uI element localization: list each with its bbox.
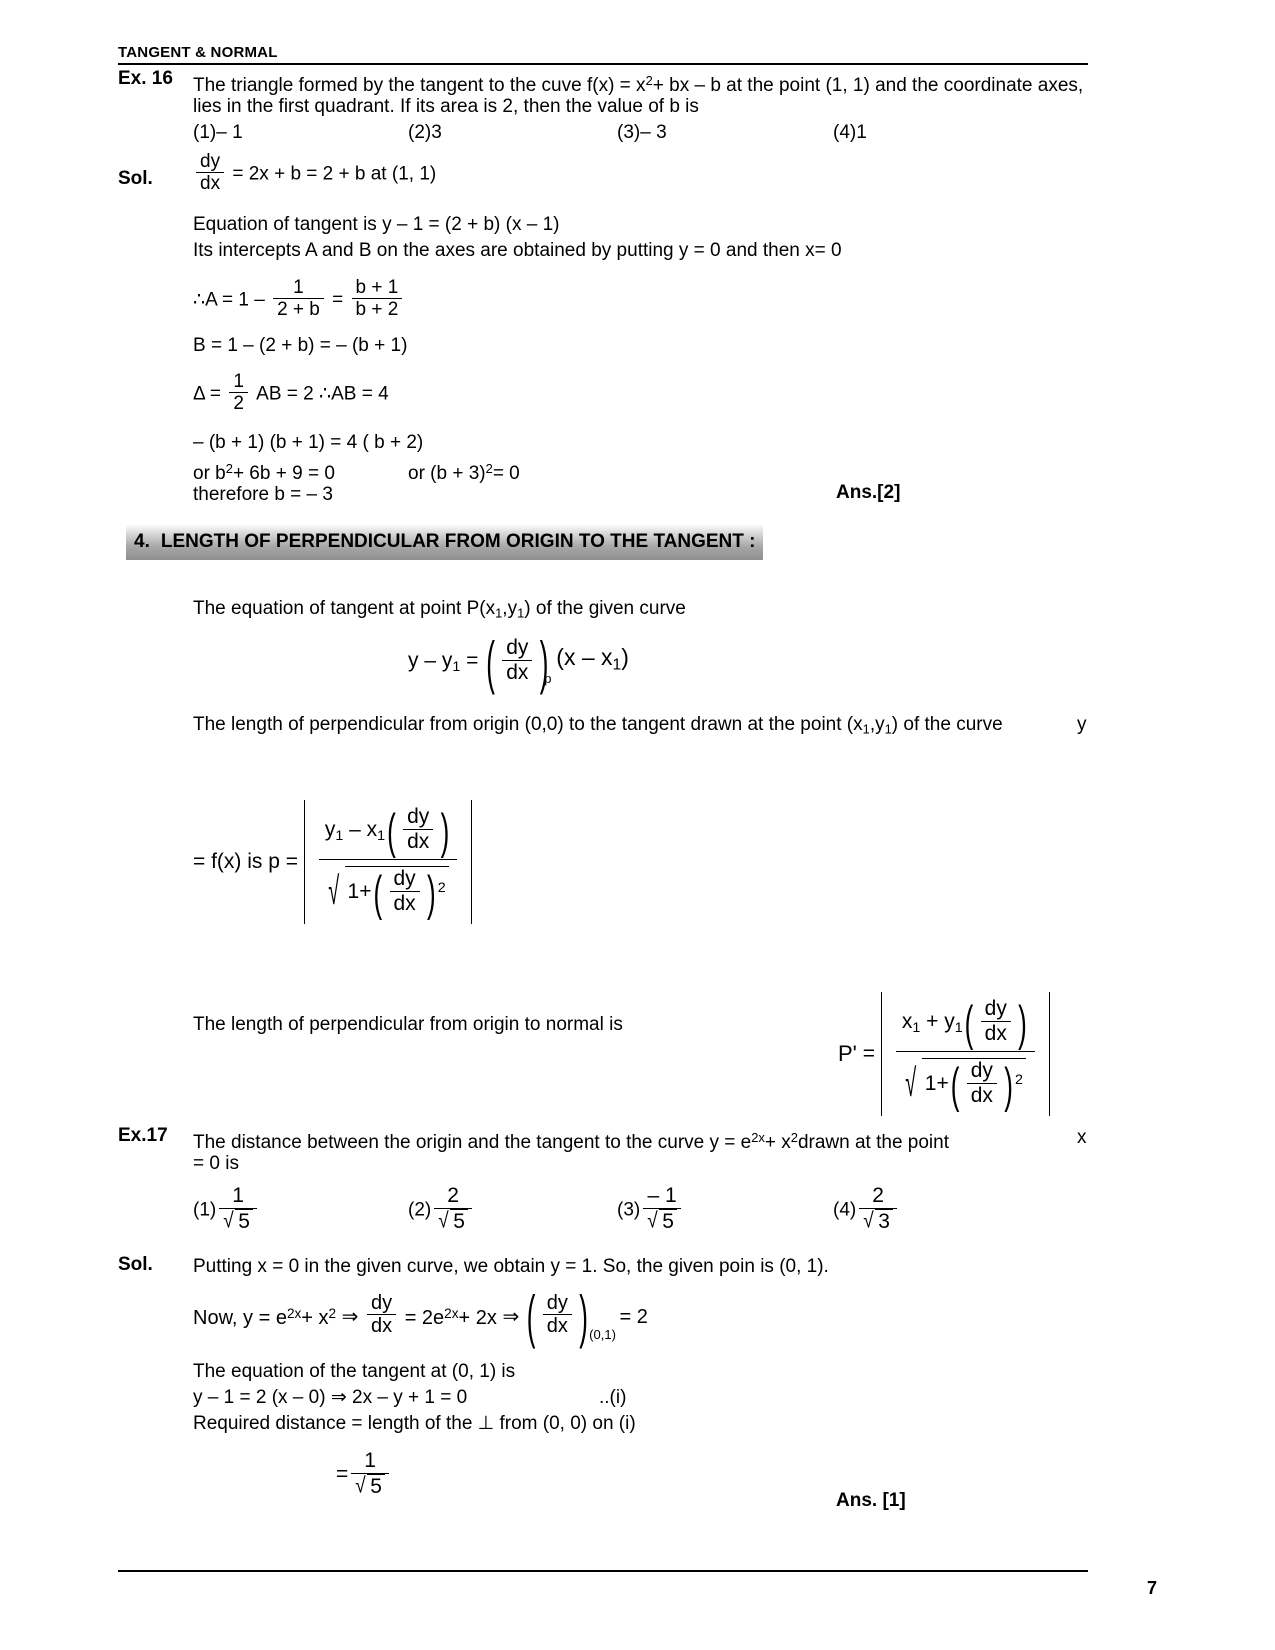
ex16-option-4-value: 1 bbox=[856, 122, 867, 143]
ex16-derivative-equation bbox=[193, 152, 436, 197]
radicand bbox=[922, 1058, 1026, 1109]
p-denominator bbox=[319, 859, 457, 917]
intro-end: ) of the given curve bbox=[524, 598, 686, 619]
p-num-minus-x1: – x bbox=[349, 818, 378, 842]
A-fraction-2 bbox=[352, 277, 403, 322]
absolute-value-bars bbox=[304, 800, 472, 924]
ex16-option-2[interactable] bbox=[408, 120, 442, 146]
ex17-line1-x: x bbox=[1077, 1127, 1087, 1148]
square-root bbox=[328, 866, 449, 917]
fraction-denominator: dx bbox=[403, 829, 433, 855]
p-num-y1-sub: 1 bbox=[335, 828, 344, 845]
ex17-now-sup2: 2 bbox=[328, 1306, 337, 1322]
ex17-now-c: = 2e bbox=[404, 1307, 445, 1330]
radicand bbox=[345, 866, 449, 917]
pn-num-derivative-parenthesis bbox=[963, 998, 1029, 1047]
radicand: 5 bbox=[659, 1209, 677, 1235]
page-number: 7 bbox=[1146, 1578, 1157, 1598]
ex17-line1-c: drawn at the point bbox=[797, 1131, 949, 1153]
p-num-derivative-parenthesis bbox=[385, 806, 451, 855]
fraction-numerator: ( dy bbox=[407, 805, 430, 828]
ex16-line1-sup: 2 bbox=[645, 73, 653, 88]
ex16-option-2-num: (2) bbox=[408, 122, 432, 143]
square-root bbox=[438, 1209, 468, 1235]
fraction-numerator: 1 bbox=[232, 1184, 244, 1207]
ex16-intercepts-text: Its intercepts A and B on the axes are obtained by putting y = 0 and then x= 0 bbox=[193, 240, 842, 261]
p-text-c: ) of the curve bbox=[891, 714, 1003, 735]
ex16-intercept-B-equation: B = 1 – (2 + b) = – (b + 1) bbox=[193, 335, 408, 356]
fraction-denominator bbox=[219, 1208, 257, 1235]
equals-sign: = bbox=[332, 289, 344, 311]
fraction-numerator: ( dy bbox=[393, 867, 416, 891]
ex17-option-2-num: (2) bbox=[408, 1199, 432, 1221]
pn-formula bbox=[838, 992, 1050, 1116]
radicand: 5 bbox=[235, 1209, 253, 1235]
fraction-denominator: dx bbox=[390, 891, 420, 917]
fraction-numerator: dy bbox=[200, 151, 221, 172]
dy-dx-fraction bbox=[367, 1292, 396, 1339]
ex17-derivative-line bbox=[193, 1293, 648, 1340]
p-text-sub-1: 1 bbox=[862, 721, 870, 737]
ex17-now-a: Now, y = e bbox=[193, 1307, 287, 1330]
ex17-sol-label: Sol. bbox=[118, 1254, 153, 1275]
ex16-option-3-num: (3) bbox=[617, 122, 641, 143]
equals-sign: = bbox=[466, 649, 479, 673]
normal-perpendicular-text: The length of perpendicular from origin to normal is bbox=[193, 1014, 623, 1035]
ex17-option-1[interactable] bbox=[193, 1185, 260, 1235]
equals-sign: = bbox=[862, 1041, 875, 1065]
pn-num-plus-y1: + y bbox=[926, 1010, 955, 1034]
pn-denominator bbox=[896, 1051, 1035, 1109]
p-text-b: ,y bbox=[869, 714, 885, 735]
square-root bbox=[905, 1058, 1026, 1109]
ex17-option-2-fraction bbox=[434, 1184, 472, 1234]
ex16-label: Ex. 16 bbox=[118, 68, 173, 89]
p-den-one: 1+ bbox=[347, 880, 372, 904]
pn-symbol: P' bbox=[838, 1040, 857, 1066]
ex17-line1-sup2: 2 bbox=[790, 1130, 798, 1145]
derivative-parenthesis bbox=[484, 637, 550, 686]
pn-den-exponent: 2 bbox=[1014, 1072, 1023, 1089]
ex16-intercept-A-equation bbox=[193, 278, 405, 323]
quad-a: or b bbox=[193, 462, 226, 484]
square-root bbox=[647, 1209, 677, 1235]
eq-rhs-group bbox=[556, 644, 629, 678]
A-fraction-1 bbox=[273, 277, 324, 322]
fraction-denominator: b + 2 bbox=[352, 298, 403, 321]
fraction-denominator: dx bbox=[367, 1314, 396, 1339]
ex16-derivative-rest: = 2x + b = 2 + b at (1, 1) bbox=[232, 163, 437, 185]
quad-a-sup: 2 bbox=[225, 461, 233, 476]
pn-num-y1-sub: 1 bbox=[954, 1020, 963, 1037]
dy-dx-fraction bbox=[403, 805, 433, 854]
ex17-now-group bbox=[193, 1301, 336, 1331]
fraction-numerator: – 1 bbox=[647, 1184, 677, 1207]
ex17-now-d: + 2x bbox=[458, 1307, 497, 1330]
fraction-numerator: b + 1 bbox=[355, 277, 399, 298]
p-numerator bbox=[319, 806, 457, 859]
quad-b: or (b + 3) bbox=[408, 462, 486, 484]
intro-mid: ,y bbox=[502, 598, 518, 619]
p-num-y1: y bbox=[324, 818, 336, 842]
ex17-option-3[interactable] bbox=[617, 1185, 684, 1235]
dy-dx-fraction bbox=[967, 1059, 997, 1108]
fraction-numerator: ( dy bbox=[506, 636, 529, 659]
p-text-a: The length of perpendicular from origin (0,0) to the tangent drawn at the point (x bbox=[193, 714, 863, 735]
radicand: 5 bbox=[367, 1474, 385, 1500]
paren-subscript-p: p bbox=[544, 671, 552, 687]
ex16-A-lead: ∴A = 1 – bbox=[193, 289, 265, 311]
perpendicular-text-y: y bbox=[1077, 714, 1087, 735]
fraction-denominator: 2 bbox=[229, 392, 248, 415]
quad-b2: = 0 bbox=[492, 462, 520, 484]
square-root bbox=[355, 1474, 385, 1500]
ex16-line1-a: The triangle formed by the tangent to the cuve f(x) = x bbox=[193, 74, 646, 96]
ex16-tangent-equation: Equation of tangent is y – 1 = (2 + b) (x – 1) bbox=[193, 214, 560, 235]
implies-arrow-2: ⇒ bbox=[502, 1305, 520, 1328]
ex17-statement-line1 bbox=[193, 1125, 949, 1156]
fraction-numerator: ( dy bbox=[546, 1292, 568, 1314]
dy-dx-fraction bbox=[390, 867, 420, 916]
fraction-denominator bbox=[351, 1473, 389, 1500]
ex17-final-result bbox=[336, 1450, 392, 1500]
ex17-now-c-group bbox=[405, 1301, 497, 1331]
ex17-option-4-fraction bbox=[859, 1184, 897, 1234]
equals-sign: = bbox=[336, 1462, 349, 1486]
ex17-line1-b: + x bbox=[764, 1131, 791, 1153]
dy-dx-fraction bbox=[981, 997, 1011, 1046]
quad-a2: + 6b + 9 = 0 bbox=[232, 462, 335, 484]
p-num-x1-sub: 1 bbox=[377, 828, 386, 845]
ex17-option-1-fraction bbox=[219, 1184, 257, 1234]
ex17-statement-line2: = 0 is bbox=[193, 1153, 239, 1174]
footer-rule bbox=[118, 1570, 1088, 1572]
ex16-statement-line2: lies in the first quadrant. If its area is 2, then the value of b is bbox=[193, 96, 699, 117]
eq-rhs-sub: 1 bbox=[612, 656, 622, 674]
ex16-option-3-value: – 3 bbox=[640, 122, 667, 143]
section-title: LENGTH OF PERPENDICULAR FROM ORIGIN TO THE TANGENT : bbox=[160, 531, 756, 552]
p-den-exponent: 2 bbox=[437, 880, 446, 897]
ex17-line1-a: The distance between the origin and the tangent to the curve y = e bbox=[193, 1131, 752, 1153]
radicand: 5 bbox=[450, 1209, 468, 1235]
eq-lhs: y – y bbox=[408, 649, 453, 673]
dy-dx-fraction bbox=[196, 151, 224, 196]
ex16-option-1[interactable] bbox=[193, 120, 243, 146]
section-number: 4. bbox=[134, 531, 150, 552]
ex17-tangent-equation: y – 1 = 2 (x – 0) ⇒ 2x – y + 1 = 0 bbox=[193, 1387, 468, 1408]
ex17-option-3-num: (3) bbox=[617, 1199, 641, 1221]
dy-dx-fraction bbox=[543, 1292, 572, 1339]
header-title: TANGENT & NORMAL bbox=[118, 44, 278, 61]
dy-dx-fraction bbox=[502, 636, 532, 685]
quad-b-sup: 2 bbox=[485, 461, 493, 476]
ex16-option-4[interactable] bbox=[833, 120, 867, 146]
ex16-line1-b: + bx – b at the point (1, 1) and the coordinate axes, bbox=[652, 74, 1084, 96]
page-header bbox=[118, 44, 1088, 65]
ex17-option-3-fraction bbox=[643, 1184, 681, 1234]
pn-num-x1: x bbox=[901, 1010, 913, 1034]
fraction-numerator: 2 bbox=[872, 1184, 884, 1207]
intro-sub-1: 1 bbox=[495, 605, 503, 621]
ex17-now-e: = 2 bbox=[619, 1305, 648, 1328]
square-root bbox=[863, 1209, 893, 1235]
ex16-quadratic-factored bbox=[408, 456, 520, 487]
implies-arrow-1: ⇒ bbox=[341, 1305, 359, 1328]
ex17-answer: Ans. [1] bbox=[836, 1490, 906, 1511]
ex16-option-1-value: – 1 bbox=[216, 122, 243, 143]
fraction-numerator: ( dy bbox=[970, 1059, 993, 1083]
ex17-label: Ex.17 bbox=[118, 1125, 168, 1146]
fraction-denominator: dx bbox=[543, 1314, 572, 1339]
delta-lead: Δ = bbox=[193, 383, 222, 405]
ex16-answer: Ans.[2] bbox=[836, 482, 901, 503]
ex17-now-sup3: 2x bbox=[444, 1306, 459, 1322]
ex16-sol-label: Sol. bbox=[118, 168, 153, 189]
p-text-sub-2: 1 bbox=[884, 721, 892, 737]
fraction-denominator: dx bbox=[981, 1021, 1011, 1047]
ex17-option-4[interactable] bbox=[833, 1185, 900, 1235]
ex17-sol-line1: Putting x = 0 in the given curve, we obtain y = 1. So, the given poin is (0, 1). bbox=[193, 1256, 829, 1277]
ex16-expanded-equation: – (b + 1) (b + 1) = 4 ( b + 2) bbox=[193, 432, 424, 453]
ex17-required-distance-text: Required distance = length of the ⊥ from (0, 0) on (i) bbox=[193, 1413, 636, 1434]
ex16-option-1-num: (1) bbox=[193, 122, 217, 143]
fraction-denominator: dx bbox=[196, 172, 224, 195]
ex17-line1-sup: 2x bbox=[751, 1130, 765, 1145]
ex17-option-4-num: (4) bbox=[833, 1199, 857, 1221]
tangent-point-equation bbox=[408, 637, 629, 686]
square-root bbox=[223, 1209, 253, 1235]
absolute-value-bars bbox=[881, 992, 1050, 1116]
ex17-option-1-num: (1) bbox=[193, 1199, 217, 1221]
intro-a: The equation of tangent at point P(x bbox=[193, 598, 496, 619]
fraction-numerator: 1 bbox=[293, 277, 304, 298]
fraction-denominator: dx bbox=[967, 1083, 997, 1109]
delta-rest: AB = 2 ∴AB = 4 bbox=[256, 383, 389, 405]
fraction-denominator: dx bbox=[502, 660, 532, 686]
fraction-numerator: ( dy bbox=[984, 997, 1007, 1020]
ex16-option-3[interactable] bbox=[617, 120, 667, 146]
ex17-now-sup: 2x bbox=[286, 1306, 302, 1322]
pn-numerator bbox=[896, 998, 1035, 1051]
ex17-equation-ref: ..(i) bbox=[599, 1387, 627, 1408]
intro-sub-2: 1 bbox=[517, 605, 525, 621]
radicand: 3 bbox=[875, 1209, 893, 1235]
final-fraction bbox=[351, 1449, 389, 1499]
pn-den-one: 1+ bbox=[924, 1072, 949, 1096]
fraction-denominator bbox=[643, 1208, 681, 1235]
fraction-numerator: dy bbox=[371, 1292, 393, 1314]
eq-rhs: (x – x bbox=[556, 644, 613, 671]
pn-den-derivative-parenthesis bbox=[949, 1060, 1015, 1109]
ex17-tangent-text: The equation of the tangent at (0, 1) is bbox=[193, 1361, 516, 1382]
ex16-option-4-num: (4) bbox=[833, 122, 857, 143]
fraction-denominator bbox=[434, 1208, 472, 1235]
paren-subscript-point: (0,1) bbox=[589, 1326, 616, 1342]
ex17-now-b: + x bbox=[301, 1307, 329, 1330]
pn-num-x1-sub: 1 bbox=[912, 1020, 921, 1037]
p-formula-lead: = f(x) is p = bbox=[193, 849, 299, 873]
ex17-option-2[interactable] bbox=[408, 1185, 475, 1235]
p-formula bbox=[193, 800, 472, 924]
eq-rhs-end: ) bbox=[621, 644, 629, 671]
ex17-derivative-parenthesis bbox=[525, 1292, 616, 1342]
fraction-numerator: 1 bbox=[364, 1449, 376, 1472]
section4-intro bbox=[193, 596, 686, 627]
eq-lhs-sub: 1 bbox=[452, 659, 461, 676]
section-4-header bbox=[126, 524, 763, 560]
fraction-denominator bbox=[859, 1208, 897, 1235]
ex16-option-2-value: 3 bbox=[431, 122, 442, 143]
fraction-denominator: 2 + b bbox=[273, 298, 324, 321]
fraction-numerator: 2 bbox=[447, 1184, 459, 1207]
ex16-area-equation bbox=[193, 372, 389, 417]
ex16-conclusion: therefore b = – 3 bbox=[193, 484, 333, 505]
perpendicular-length-text bbox=[193, 712, 1003, 743]
fraction-numerator: 1 bbox=[233, 371, 244, 392]
half-fraction bbox=[229, 371, 248, 416]
p-den-derivative-parenthesis bbox=[372, 868, 438, 917]
header-rule bbox=[118, 63, 1088, 65]
